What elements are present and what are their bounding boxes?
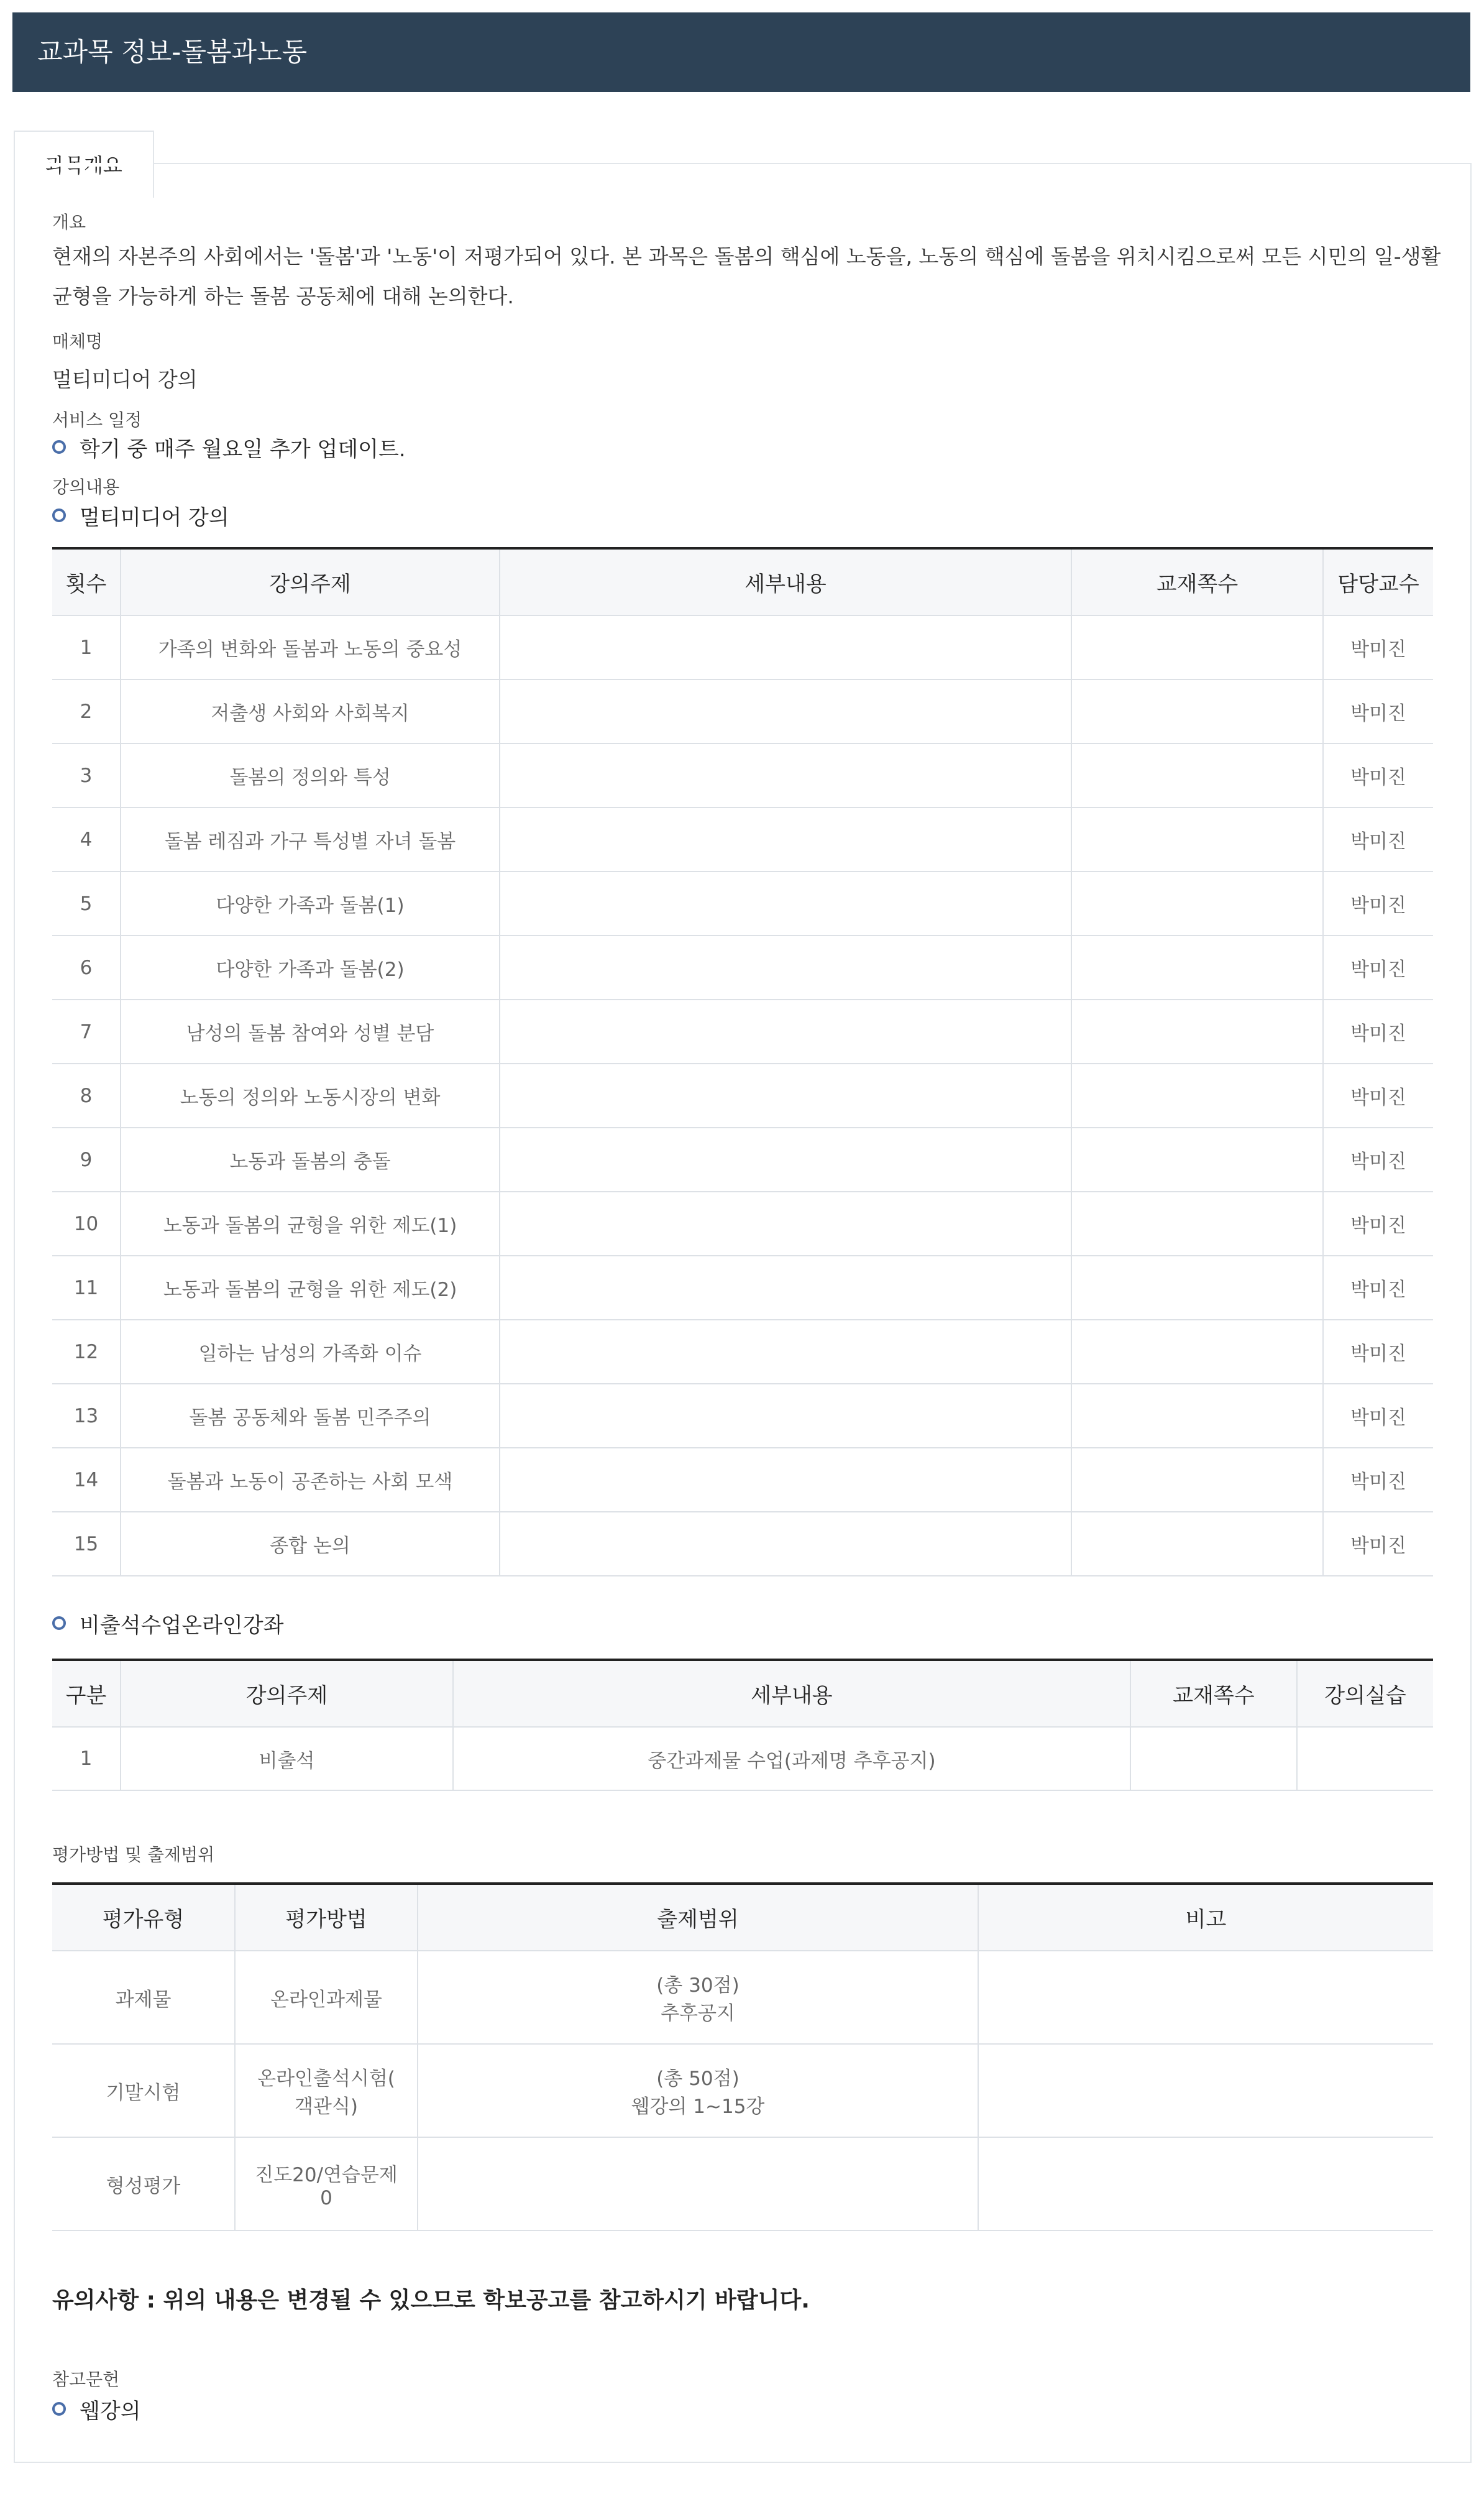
- cell-range: [418, 2137, 978, 2230]
- cell-detail: [500, 1128, 1071, 1192]
- cell-detail: [500, 808, 1071, 872]
- col-header-detail: 세부내용: [500, 548, 1071, 615]
- table-row: [52, 1128, 1433, 1192]
- cell-topic: 남성의 돌봄 참여와 성별 분담: [121, 1000, 500, 1064]
- cell-topic: 다양한 가족과 돌봄(2): [121, 936, 500, 1000]
- cell-professor: 박미진: [1323, 615, 1433, 679]
- cell-topic: 일하는 남성의 가족화 이슈: [121, 1320, 500, 1384]
- cell-professor: 박미진: [1323, 1192, 1433, 1256]
- cell-pages: [1071, 1128, 1323, 1192]
- references-label: 참고문헌: [52, 2369, 120, 2390]
- table-row: [52, 1384, 1433, 1448]
- media-value: 멀티미디어 강의: [52, 367, 198, 392]
- cell-detail: [500, 1384, 1071, 1448]
- table-row: [52, 936, 1433, 1000]
- offline-table: [52, 1659, 1433, 1791]
- evaluation-table: [52, 1882, 1433, 2231]
- cell-detail: [500, 1256, 1071, 1320]
- cell-pages: [1071, 1320, 1323, 1384]
- cell-note: [978, 2044, 1433, 2137]
- cell-pages: [1071, 743, 1323, 808]
- cell-professor: 박미진: [1323, 1320, 1433, 1384]
- offline-bullet-text: 비출석수업온라인강좌: [80, 1613, 284, 1638]
- table-row: [52, 1064, 1433, 1128]
- col-header-category: 구분: [52, 1660, 121, 1727]
- cell-detail: [500, 1064, 1071, 1128]
- cell-no: 14: [52, 1448, 121, 1512]
- cell-detail: [500, 1320, 1071, 1384]
- lecture-label: 강의내용: [52, 477, 120, 497]
- cell-topic: 돌봄과 노동이 공존하는 사회 모색: [121, 1448, 500, 1512]
- overview-text-line-1: 현재의 자본주의 사회에서는 '돌봄'과 '노동'이 저평가되어 있다. 본 과목은 돌봄의 핵심에 노동을, 노동의 핵심에 돌봄을 위치시킴으로써 모든 시민의 일-생활: [52, 244, 1441, 269]
- col-header-method: 평가방법: [235, 1884, 418, 1951]
- bullet-circle-icon: [52, 1616, 66, 1630]
- cell-topic: 돌봄의 정의와 특성: [121, 743, 500, 808]
- table-row: [52, 1951, 1433, 2044]
- table-row: [52, 2044, 1433, 2137]
- cell-professor: 박미진: [1323, 1384, 1433, 1448]
- cell-detail: 중간과제물 수업(과제명 추후공지): [453, 1727, 1130, 1790]
- col-header-no: 횟수: [52, 548, 121, 615]
- table-row: [52, 2137, 1433, 2230]
- evaluation-label: 평가방법 및 출제범위: [52, 1844, 215, 1865]
- cell-type: 기말시험: [52, 2044, 235, 2137]
- cell-pages: [1071, 872, 1323, 936]
- cell-range: (총 30점) 추후공지: [418, 1951, 978, 2044]
- cell-professor: 박미진: [1323, 872, 1433, 936]
- cell-no: 10: [52, 1192, 121, 1256]
- cell-topic: 비출석: [121, 1727, 453, 1790]
- col-header-topic: 강의주제: [121, 1660, 453, 1727]
- cell-no: 7: [52, 1000, 121, 1064]
- cell-no: 5: [52, 872, 121, 936]
- cell-method: 온라인과제물: [235, 1951, 418, 2044]
- cell-topic: 노동과 돌봄의 균형을 위한 제도(2): [121, 1256, 500, 1320]
- col-header-topic: 강의주제: [121, 548, 500, 615]
- cell-no: 11: [52, 1256, 121, 1320]
- table-row: [52, 1192, 1433, 1256]
- cell-detail: [500, 615, 1071, 679]
- cell-practice: [1297, 1727, 1433, 1790]
- lecture-bullet: [52, 500, 229, 531]
- table-row: [52, 1448, 1433, 1512]
- cell-topic: 노동과 돌봄의 균형을 위한 제도(1): [121, 1192, 500, 1256]
- table-row: [52, 1256, 1433, 1320]
- cell-topic: 돌봄 공동체와 돌봄 민주주의: [121, 1384, 500, 1448]
- media-label: 매체명: [52, 331, 103, 352]
- cell-professor: 박미진: [1323, 1000, 1433, 1064]
- col-header-professor: 담당교수: [1323, 548, 1433, 615]
- cell-no: 1: [52, 615, 121, 679]
- schedule-bullet: [52, 431, 406, 463]
- table-row: [52, 1000, 1433, 1064]
- cell-pages: [1071, 1448, 1323, 1512]
- col-header-range: 출제범위: [418, 1884, 978, 1951]
- references-bullet: [52, 2393, 141, 2424]
- cell-no: 9: [52, 1128, 121, 1192]
- schedule-label: 서비스 일정: [52, 410, 142, 430]
- col-header-pages: 교재쪽수: [1071, 548, 1323, 615]
- cell-professor: 박미진: [1323, 1448, 1433, 1512]
- cell-topic: 다양한 가족과 돌봄(1): [121, 872, 500, 936]
- cell-detail: [500, 872, 1071, 936]
- col-header-note: 비고: [978, 1884, 1433, 1951]
- cell-topic: 돌봄 레짐과 가구 특성별 자녀 돌봄: [121, 808, 500, 872]
- cell-pages: [1071, 1000, 1323, 1064]
- lecture-bullet-text: 멀티미디어 강의: [80, 505, 229, 530]
- cell-pages: [1071, 1064, 1323, 1128]
- cell-no: 2: [52, 679, 121, 743]
- cell-note: [978, 2137, 1433, 2230]
- cell-no: 4: [52, 808, 121, 872]
- cell-professor: 박미진: [1323, 743, 1433, 808]
- cell-professor: 박미진: [1323, 1512, 1433, 1576]
- schedule-value: 학기 중 매주 월요일 추가 업데이트.: [80, 436, 406, 462]
- cell-pages: [1071, 808, 1323, 872]
- cell-no: 1: [52, 1727, 121, 1790]
- cell-detail: [500, 1000, 1071, 1064]
- cell-pages: [1071, 1512, 1323, 1576]
- cell-detail: [500, 743, 1071, 808]
- table-row: [52, 808, 1433, 872]
- overview-text-line-2: 균형을 가능하게 하는 돌봄 공동체에 대해 논의한다.: [52, 284, 514, 308]
- cell-topic: 노동의 정의와 노동시장의 변화: [121, 1064, 500, 1128]
- cell-method: 진도20/연습문제 0: [235, 2137, 418, 2230]
- bullet-circle-icon: [52, 440, 66, 454]
- cell-professor: 박미진: [1323, 808, 1433, 872]
- col-header-detail: 세부내용: [453, 1660, 1130, 1727]
- table-row: [52, 1320, 1433, 1384]
- cell-no: 15: [52, 1512, 121, 1576]
- cell-professor: 박미진: [1323, 1128, 1433, 1192]
- table-row: [52, 1727, 1433, 1790]
- col-header-practice: 강의실습: [1297, 1660, 1433, 1727]
- cell-range: (총 50점) 웹강의 1~15강: [418, 2044, 978, 2137]
- cell-topic: 노동과 돌봄의 충돌: [121, 1128, 500, 1192]
- cell-no: 13: [52, 1384, 121, 1448]
- offline-bullet: [52, 1608, 283, 1639]
- page-title: 교과목 정보-돌봄과노동: [37, 37, 308, 67]
- cell-detail: [500, 936, 1071, 1000]
- cell-professor: 박미진: [1323, 936, 1433, 1000]
- table-row: [52, 1512, 1433, 1576]
- notice-text: 유의사항 : 위의 내용은 변경될 수 있으므로 학보공고를 참고하시기 바랍니다.: [52, 2288, 810, 2313]
- table-row: [52, 615, 1433, 679]
- table-row: [52, 679, 1433, 743]
- cell-pages: [1071, 1384, 1323, 1448]
- cell-detail: [500, 1192, 1071, 1256]
- cell-type: 과제물: [52, 1951, 235, 2044]
- bullet-circle-icon: [52, 509, 66, 522]
- table-row: [52, 872, 1433, 936]
- cell-method: 온라인출석시험( 객관식): [235, 2044, 418, 2137]
- cell-topic: 종합 논의: [121, 1512, 500, 1576]
- cell-professor: 박미진: [1323, 1256, 1433, 1320]
- overview-label: 개요: [52, 212, 86, 232]
- cell-note: [978, 1951, 1433, 2044]
- references-value: 웹강의: [80, 2398, 141, 2424]
- cell-pages: [1071, 1192, 1323, 1256]
- cell-type: 형성평가: [52, 2137, 235, 2230]
- cell-detail: [500, 679, 1071, 743]
- cell-pages: [1071, 615, 1323, 679]
- cell-topic: 저출생 사회와 사회복지: [121, 679, 500, 743]
- col-header-type: 평가유형: [52, 1884, 235, 1951]
- cell-pages: [1071, 679, 1323, 743]
- cell-pages: [1071, 1256, 1323, 1320]
- cell-topic: 가족의 변화와 돌봄과 노동의 중요성: [121, 615, 500, 679]
- cell-detail: [500, 1512, 1071, 1576]
- title-bar: [12, 12, 1470, 92]
- cell-professor: 박미진: [1323, 1064, 1433, 1128]
- lecture-table: [52, 547, 1433, 1576]
- cell-detail: [500, 1448, 1071, 1512]
- cell-professor: 박미진: [1323, 679, 1433, 743]
- cell-pages: [1071, 936, 1323, 1000]
- col-header-pages: 교재쪽수: [1130, 1660, 1297, 1727]
- cell-no: 8: [52, 1064, 121, 1128]
- table-row: [52, 743, 1433, 808]
- cell-no: 6: [52, 936, 121, 1000]
- cell-no: 3: [52, 743, 121, 808]
- bullet-circle-icon: [52, 2402, 66, 2416]
- cell-no: 12: [52, 1320, 121, 1384]
- cell-pages: [1130, 1727, 1297, 1790]
